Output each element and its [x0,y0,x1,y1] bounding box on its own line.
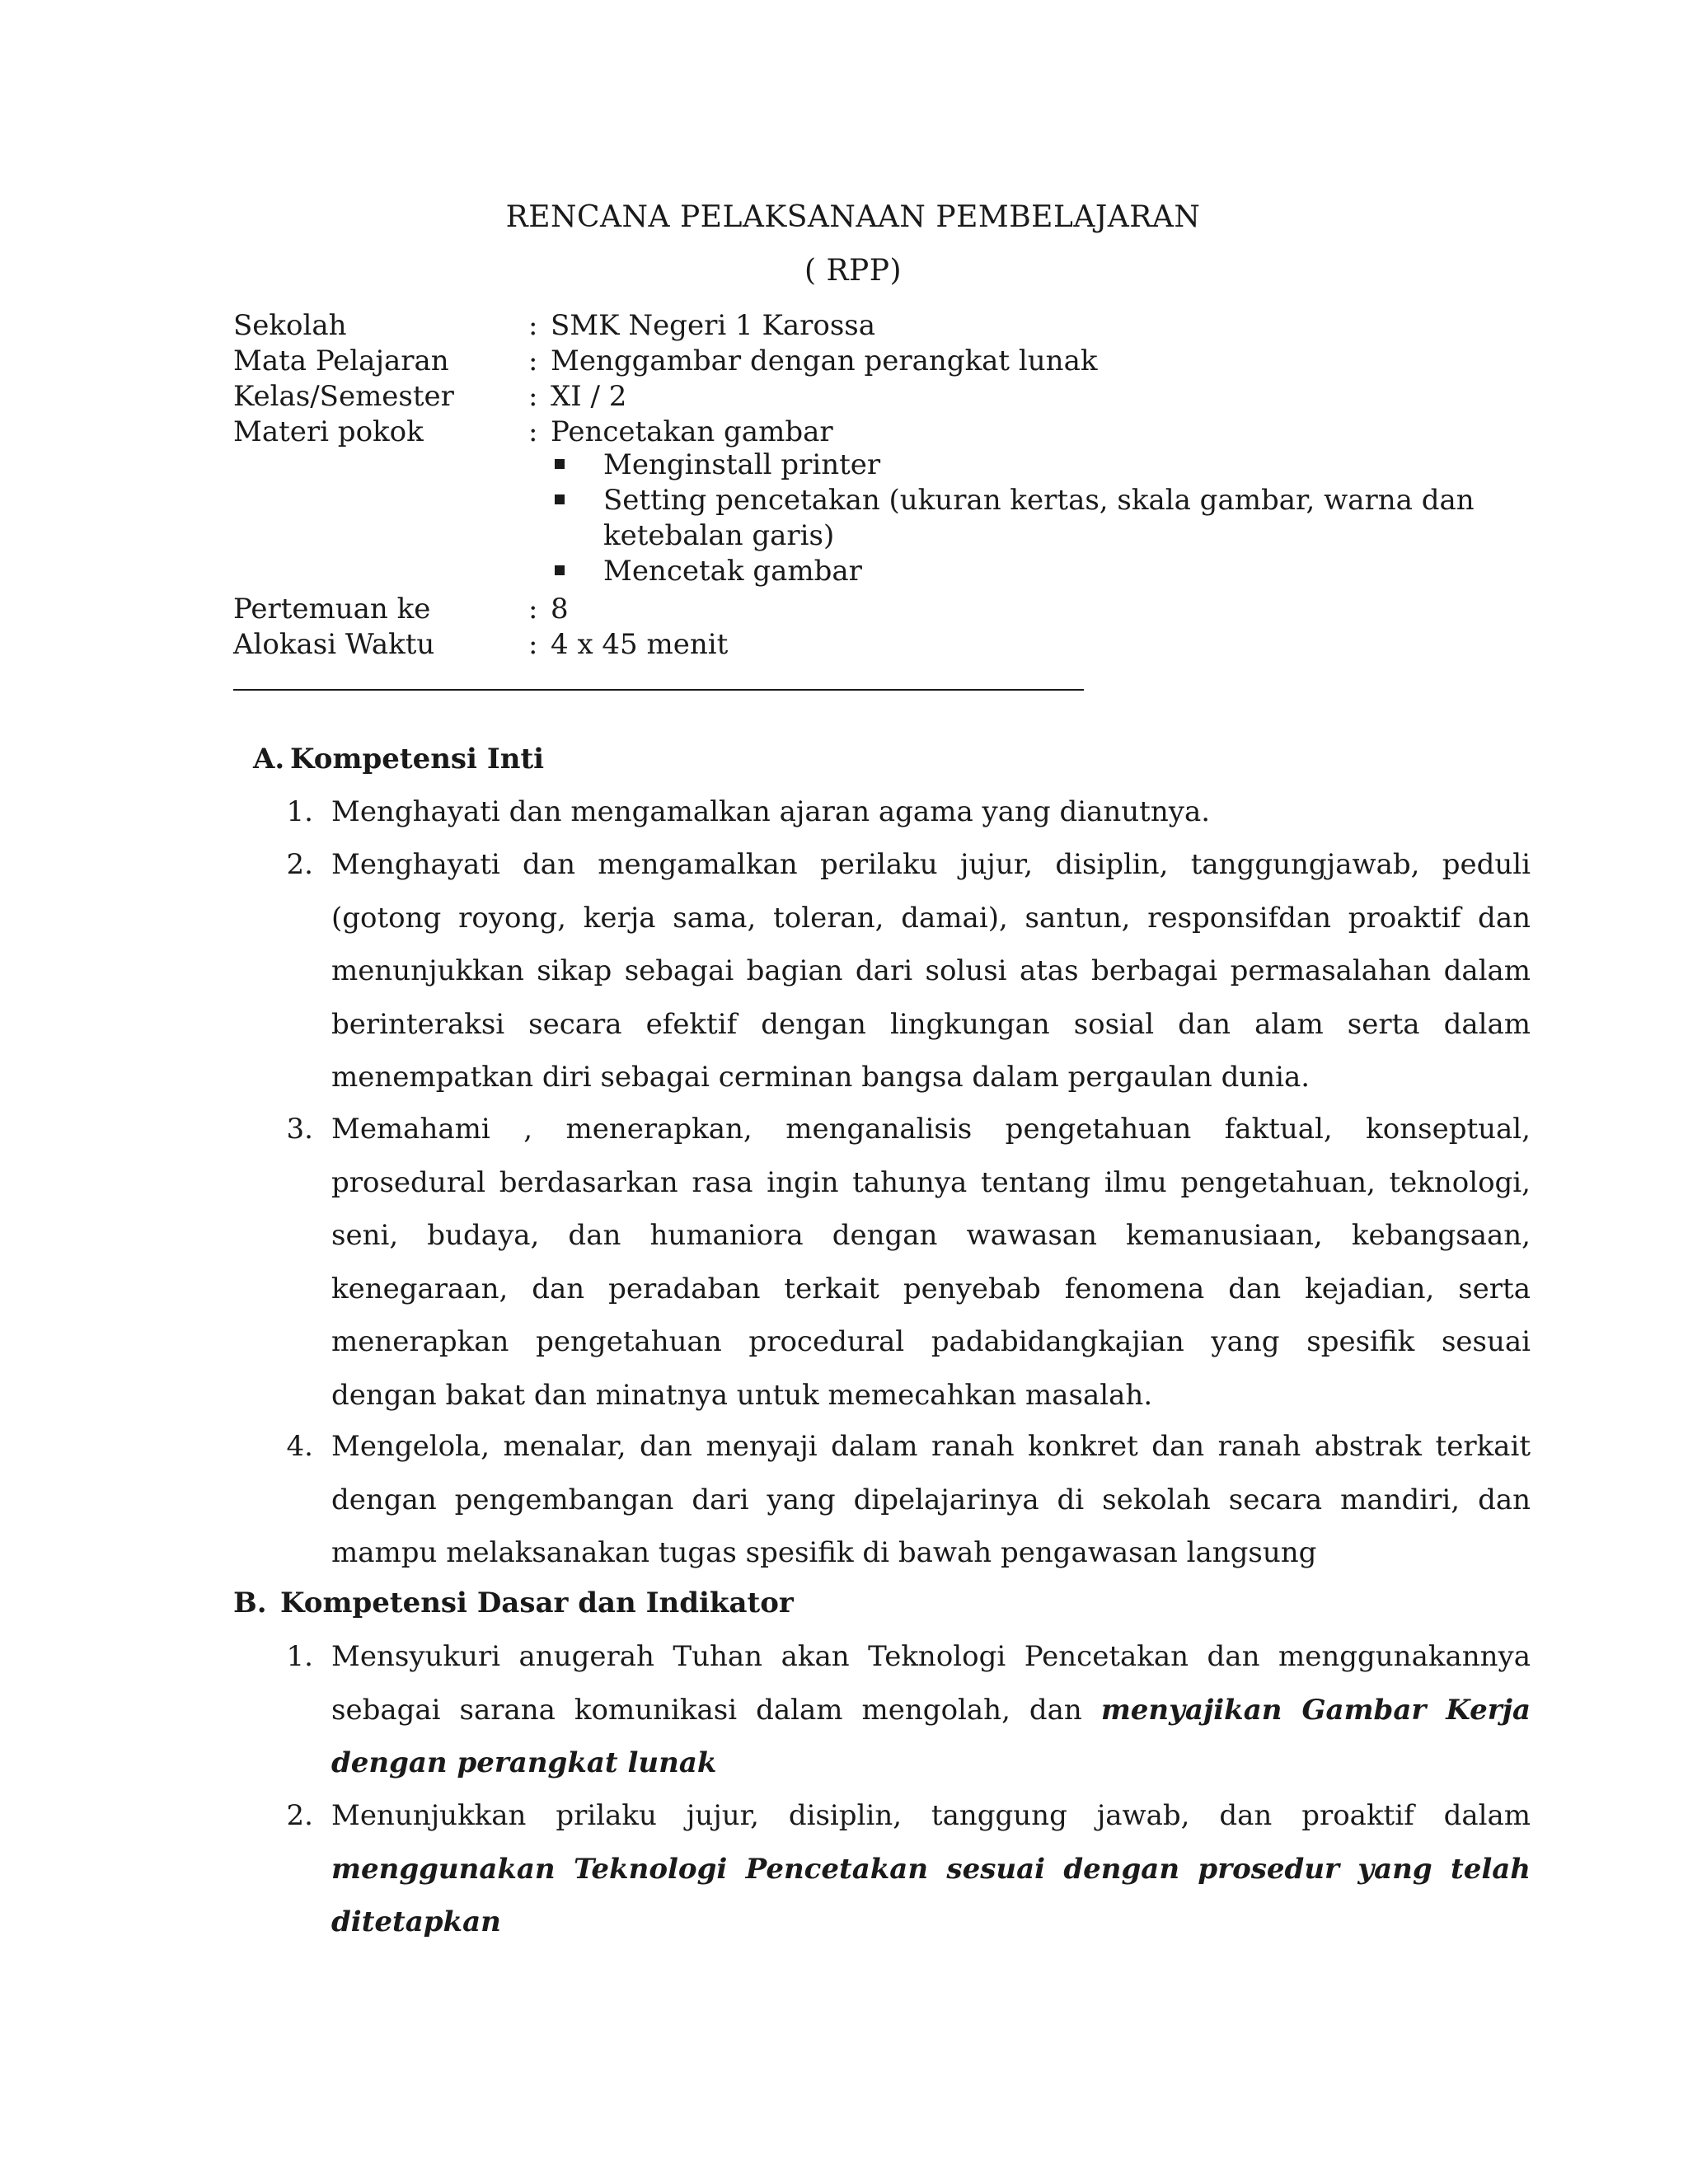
info-colon: : [528,415,538,448]
list-number: 3. [286,1113,313,1146]
materi-bullet-text: Mencetak gambar [603,555,862,588]
list-number: 1. [286,795,313,828]
square-bullet-icon [555,565,565,575]
info-value: Menggambar dengan perangkat lunak [551,344,1098,377]
section-letter: A. [253,743,285,776]
info-colon: : [528,344,538,377]
section-title: Kompetensi Inti [290,743,545,776]
list-number: 1. [286,1640,313,1673]
materi-bullet-text: ketebalan garis) [603,519,835,552]
list-text-emphasis: menggunakan Teknologi Pencetakan sesuai dengan prosedur yang telah ditetapkan [331,1852,1531,1938]
info-colon: : [528,380,538,413]
info-colon: : [528,309,538,342]
document-subtitle: ( RPP) [804,254,903,288]
materi-bullet-text: Setting pencetakan (ukuran kertas, skala gambar, warna dan [603,484,1475,517]
info-label: Sekolah [233,309,347,342]
list-text-plain: Menunjukkan prilaku jujur, disiplin, tanggung jawab, dan proaktif dalam [331,1799,1531,1832]
info-value: 8 [551,593,569,626]
list-text [331,1789,1531,1949]
info-label: Kelas/Semester [233,380,454,413]
document-title: RENCANA PELAKSANAAN PEMBELAJARAN [505,200,1201,234]
info-value: 4 x 45 menit [551,628,729,661]
list-number: 4. [286,1430,313,1463]
section-letter: B. [233,1586,267,1619]
square-bullet-icon [555,494,565,504]
info-label: Mata Pelajaran [233,344,449,377]
list-text: Mengelola, menalar, dan menyaji dalam ranah konkret dan ranah abstrak terkait dengan pengembangan dari yang dipelajarinya di sekolah secara mandiri, dan mampu melaksanakan tugas spesifik di bawah pengawasan langsung [331,1430,1531,1569]
list-number: 2. [286,1799,313,1832]
list-text-emphasis: menyajikan Gambar Kerja dengan perangkat lunak [331,1693,1531,1779]
info-label: Materi pokok [233,415,424,448]
list-text: Menghayati dan mengamalkan perilaku jujur, disiplin, tanggungjawab, peduli (gotong royong, kerja sama, toleran, damai), santun, responsifdan proaktif dan menunjukkan sikap sebagai bagian dari solusi atas berbagai permasalahan dalam berinteraksi secara efektif dengan lingkungan sosial dan alam serta dalam menempatkan diri sebagai cerminan bangsa dalam pergaulan dunia. [331,848,1531,1094]
square-bullet-icon [555,459,565,469]
section-title: Kompetensi Dasar dan Indikator [280,1586,794,1619]
list-text-plain: Mensyukuri anugerah Tuhan akan Teknologi Pencetakan dan menggunakannya sebagai sarana komunikasi dalam mengolah, dan [331,1640,1531,1727]
materi-bullet-text: Menginstall printer [603,448,881,481]
header-divider [233,689,1084,691]
list-text: Memahami , menerapkan, menganalisis pengetahuan faktual, konseptual, prosedural berdasarkan rasa ingin tahunya tentang ilmu pengetahuan, teknologi, seni, budaya, dan humaniora dengan wawasan kemanusiaan, kebangsaan, kenegaraan, dan peradaban terkait penyebab fenomena dan kejadian, serta menerapkan pengetahuan procedural padabidangkajian yang spesifik sesuai dengan bakat dan minatnya untuk memecahkan masalah. [331,1113,1531,1412]
info-value: SMK Negeri 1 Karossa [551,309,876,342]
list-text [331,1630,1531,1790]
info-colon: : [528,593,538,626]
info-colon: : [528,628,538,661]
list-text: Menghayati dan mengamalkan ajaran agama yang dianutnya. [331,795,1211,828]
info-label: Pertemuan ke [233,593,431,626]
list-number: 2. [286,848,313,881]
info-value: XI / 2 [551,380,627,413]
info-value: Pencetakan gambar [551,415,833,448]
info-label: Alokasi Waktu [233,628,435,661]
